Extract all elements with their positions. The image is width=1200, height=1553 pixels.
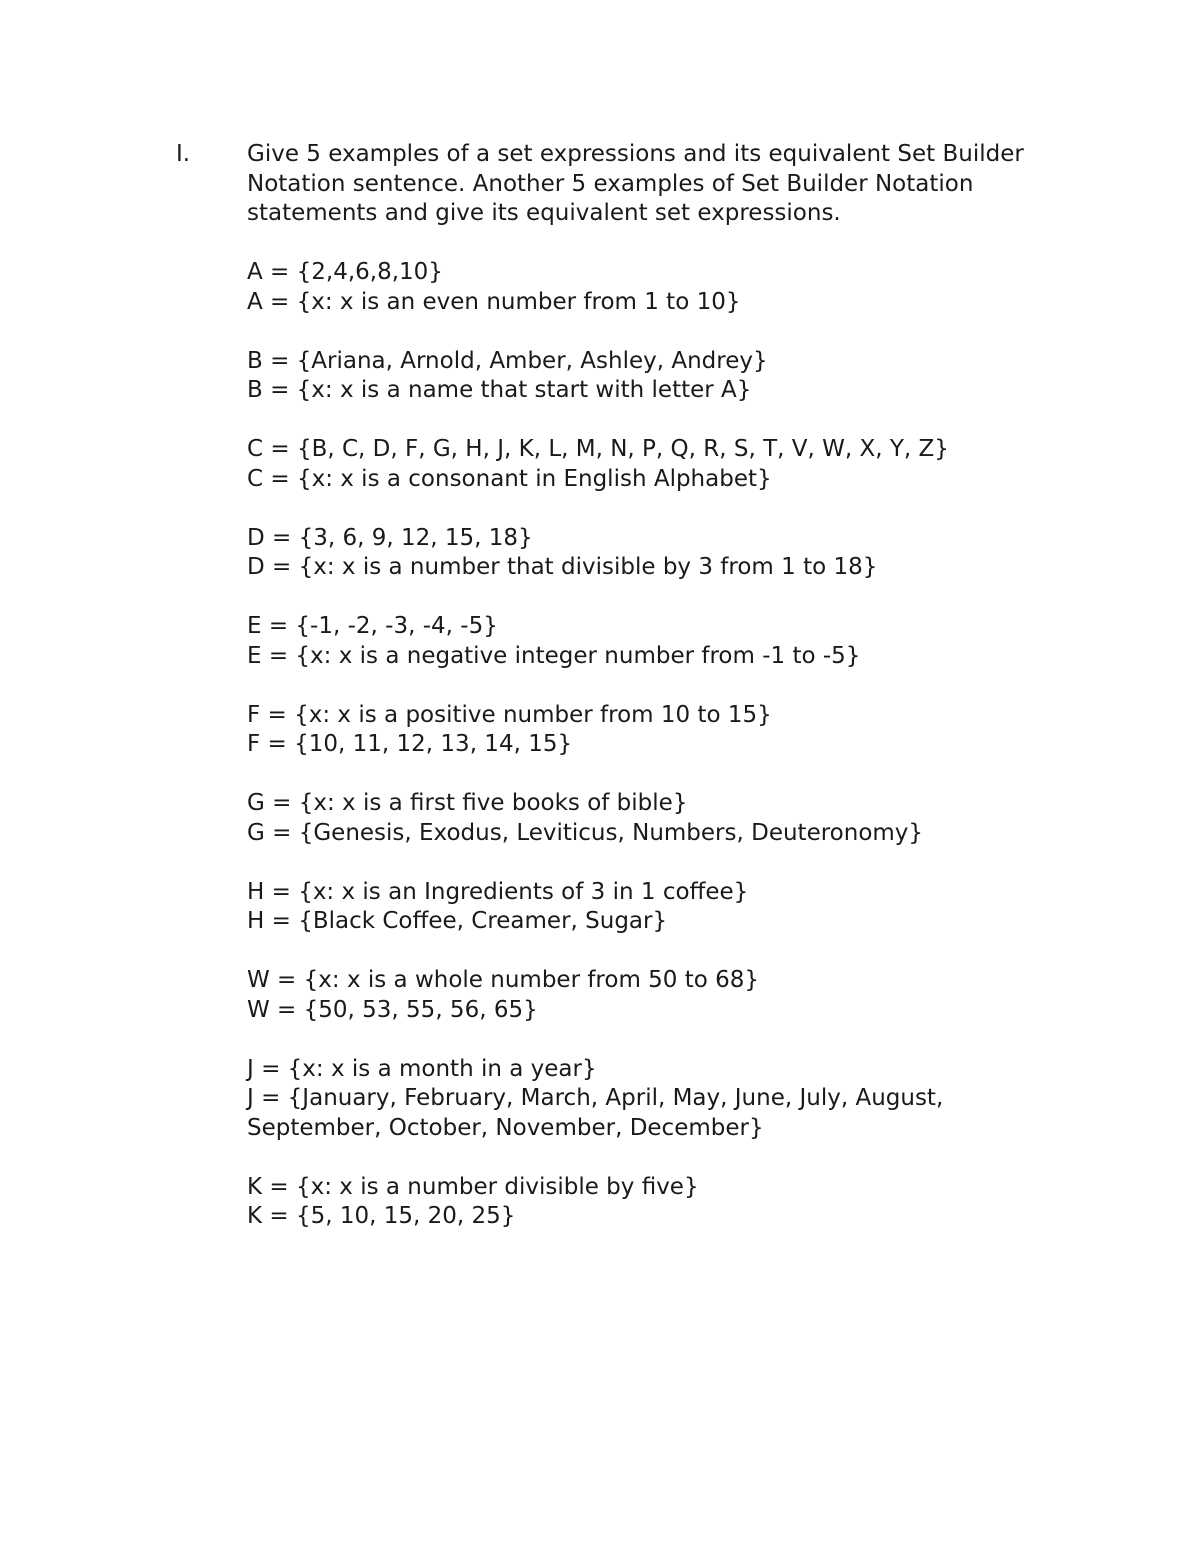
set-line: E = {x: x is a negative integer number from -1 to -5} — [247, 642, 861, 669]
set-line: J = {January, February, March, April, May, June, July, August, — [247, 1085, 944, 1111]
blank-line — [247, 1143, 1077, 1173]
set-line: C = {x: x is a consonant in English Alphabet} — [247, 465, 772, 492]
item-content — [247, 140, 1077, 1232]
set-line: F = {x: x is a positive number from 10 to 15} — [247, 701, 772, 728]
set-line: C = {B, C, D, F, G, H, J, K, L, M, N, P, Q, R, S, T, V, W, X, Y, Z} — [247, 436, 949, 462]
set-line: J = {x: x is a month in a year} — [247, 1055, 597, 1082]
set-group-f — [247, 701, 1077, 760]
set-line: B = {Ariana, Arnold, Amber, Ashley, Andrey} — [247, 347, 768, 374]
set-group-w — [247, 966, 1077, 1025]
question-line: Give 5 examples of a set expressions and its equivalent Set Builder — [247, 141, 1024, 167]
blank-line — [247, 317, 1077, 347]
set-line: H = {Black Coffee, Creamer, Sugar} — [247, 908, 668, 934]
set-group-c — [247, 435, 1077, 494]
set-group-g — [247, 789, 1077, 848]
blank-line — [247, 760, 1077, 790]
set-line: A = {2,4,6,8,10} — [247, 259, 443, 285]
set-group-k — [247, 1173, 1077, 1232]
blank-line — [247, 494, 1077, 524]
set-line: F = {10, 11, 12, 13, 14, 15} — [247, 731, 573, 757]
set-group-e — [247, 612, 1077, 671]
set-line: W = {x: x is a whole number from 50 to 68} — [247, 967, 760, 993]
set-group-j — [247, 1055, 1077, 1144]
set-group-a — [247, 258, 1077, 317]
set-line: D = {x: x is a number that divisible by 3 from 1 to 18} — [247, 554, 878, 580]
item-numeral: I. — [176, 141, 191, 167]
set-line: A = {x: x is an even number from 1 to 10} — [247, 288, 741, 315]
question-line: Notation sentence. Another 5 examples of Set Builder Notation — [247, 170, 974, 197]
set-group-b — [247, 347, 1077, 406]
blank-line — [247, 671, 1077, 701]
set-group-d — [247, 524, 1077, 583]
set-line: K = {x: x is a number divisible by five} — [247, 1173, 699, 1200]
blank-line — [247, 848, 1077, 878]
set-line: K = {5, 10, 15, 20, 25} — [247, 1203, 516, 1229]
blank-line — [247, 583, 1077, 613]
blank-line — [247, 406, 1077, 436]
set-line: September, October, November, December} — [247, 1114, 764, 1141]
set-line: W = {50, 53, 55, 56, 65} — [247, 996, 538, 1023]
set-line: G = {Genesis, Exodus, Leviticus, Numbers, Deuteronomy} — [247, 819, 924, 846]
set-line: D = {3, 6, 9, 12, 15, 18} — [247, 524, 533, 551]
set-line: G = {x: x is a first five books of bible} — [247, 790, 688, 816]
set-line: B = {x: x is a name that start with letter A} — [247, 377, 752, 403]
set-line: E = {-1, -2, -3, -4, -5} — [247, 613, 498, 639]
set-line: H = {x: x is an Ingredients of 3 in 1 coffee} — [247, 878, 749, 905]
blank-line — [247, 937, 1077, 967]
question-text — [247, 140, 1077, 229]
set-group-h — [247, 878, 1077, 937]
blank-line — [247, 1025, 1077, 1055]
question-line: statements and give its equivalent set expressions. — [247, 200, 841, 226]
blank-line — [247, 229, 1077, 259]
